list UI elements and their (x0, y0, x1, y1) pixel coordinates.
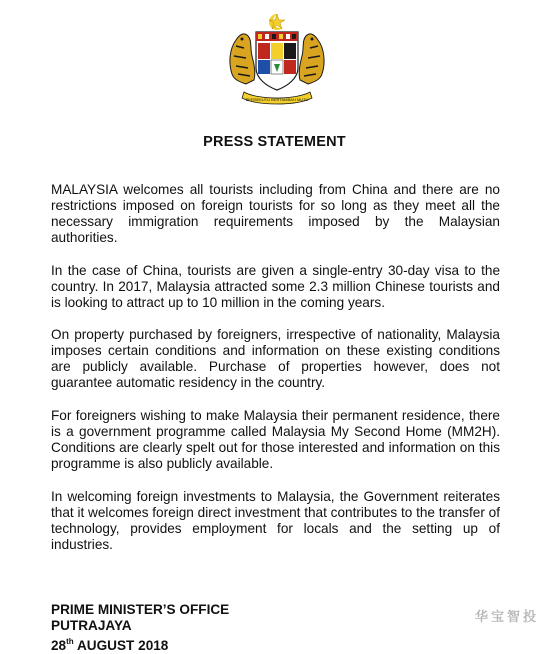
signature-city: PUTRAJAYA (51, 618, 132, 633)
signature-office: PRIME MINISTER’S OFFICE (51, 602, 230, 617)
shield-icon (256, 32, 298, 90)
paragraph-5: In welcoming foreign investments to Malaysia, the Government reiterates that it welcomes foreign direct investment that contributes to the transfer of technology, provides employment for locals and the setting up of industries. (51, 489, 500, 552)
date-day: 28 (51, 638, 67, 653)
paragraph-3: On property purchased by foreigners, irrespective of nationality, Malaysia imposes certain conditions and information on these existing conditions are publicly available. Purchase of properties however, does not guarantee automatic residency in the country. (51, 327, 500, 390)
left-tiger-icon (230, 34, 255, 84)
motto-ribbon (242, 92, 312, 104)
crescent-star-icon (269, 14, 287, 30)
signature-date (51, 634, 168, 654)
paragraph-1: MALAYSIA welcomes all tourists including from China and there are no restrictions imposed on foreign tourists for so long as they meet all the necessary immigration requirements imposed by the Malaysian authorities. (51, 182, 500, 245)
date-suffix: th (66, 637, 74, 646)
watermark-text: 华宝智投 (474, 610, 539, 625)
right-tiger-icon (299, 34, 324, 84)
paragraph-4: For foreigners wishing to make Malaysia their permanent residence, there is a government programme called Malaysia My Second Home (MM2H). Conditions are clearly spelt out for those interested and information on this programme is also publicly available. (51, 408, 500, 471)
paragraph-2: In the case of China, tourists are given a single-entry 30-day visa to the country. In 2017, Malaysia attracted some 2.3 million Chinese tourists and is looking to attract up to 10 million in the coming years. (51, 263, 500, 310)
crest-motto: BERSEKUTU BERTAMBAH MUTU (245, 97, 309, 102)
document-title: PRESS STATEMENT (203, 134, 346, 150)
malaysia-coat-of-arms-logo (222, 12, 332, 108)
date-rest: AUGUST 2018 (73, 638, 169, 653)
